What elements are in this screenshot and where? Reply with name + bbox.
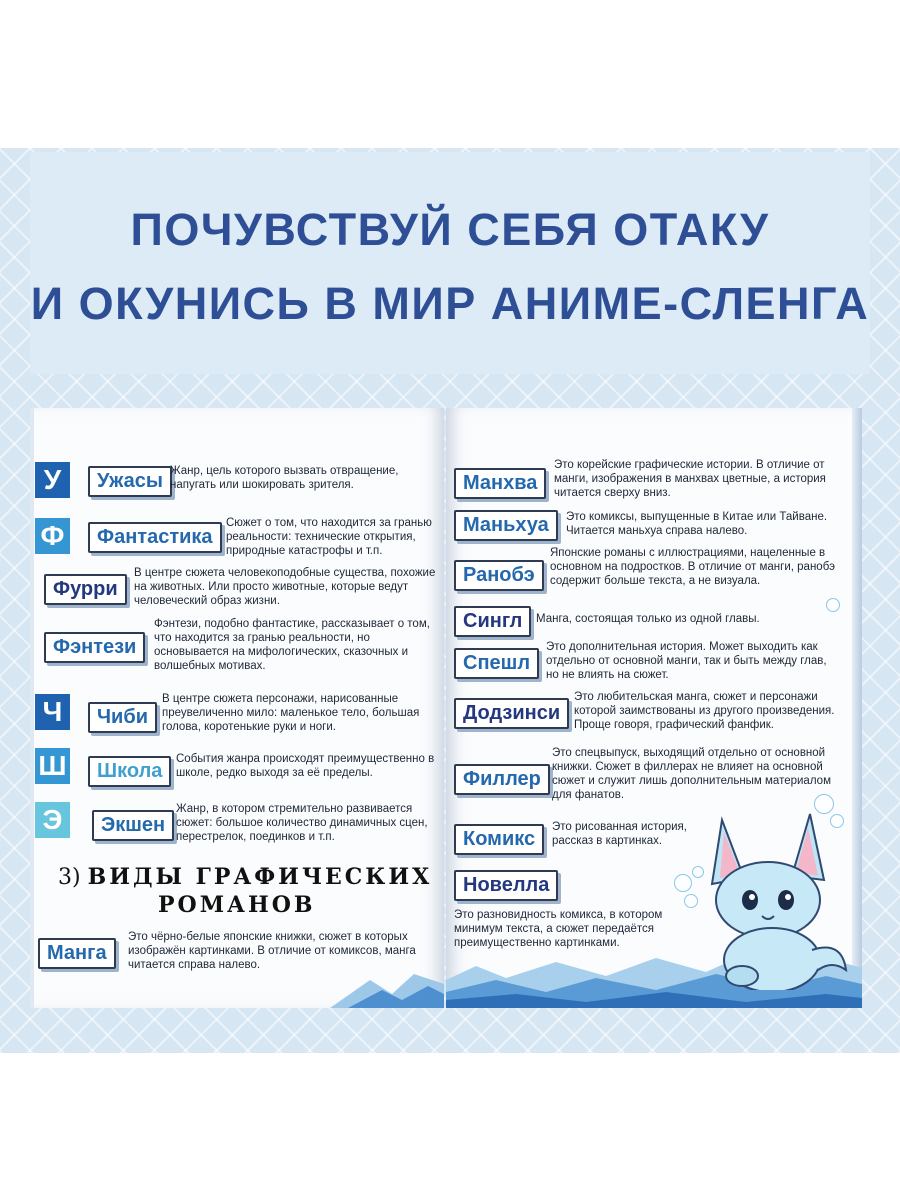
desc-dodzinsi: Это любительская манга, сюжет и персонажи которой заимствованы из другого произведения. Проще говоря, графический фанфик. <box>574 691 835 731</box>
term-manhva: Манхва <box>454 468 546 499</box>
term-shkola: Школа <box>88 756 171 787</box>
letter-block-sh: Ш <box>35 748 70 784</box>
term-ranobe: Ранобэ <box>454 560 544 591</box>
desc-novella: Это разновидность комикса, в котором минимум текста, а сюжет передаётся преимущественно картинками. <box>454 909 663 949</box>
desc-chibi: В центре сюжета персонажи, нарисованные преувеличенно мило: маленькое тело, большая голова, коротенькие руки и ноги. <box>162 693 420 733</box>
letter-block-f: Ф <box>35 518 70 554</box>
desc-manhva: Это корейские графические истории. В отличие от манги, изображения в манхвах цветные, а история читается сверху вниз. <box>554 459 826 499</box>
term-fentezi: Фэнтези <box>44 632 145 663</box>
page-edge <box>30 408 34 1008</box>
term-manhua: Маньхуа <box>454 510 558 541</box>
term-speshl: Спешл <box>454 648 539 679</box>
term-singl: Сингл <box>454 606 531 637</box>
term-komiks: Комикс <box>454 824 544 855</box>
desc-manga: Это чёрно-белые японские книжки, сюжет в которых изображён картинками. В отличие от комиксов, манга читается справа налево. <box>128 931 416 971</box>
term-manga: Манга <box>38 938 116 969</box>
bubble-decoration <box>826 598 840 612</box>
section-number: 3) <box>58 865 81 890</box>
term-uzhasy: Ужасы <box>88 466 172 497</box>
desc-manhua: Это комиксы, выпущенные в Китае или Тайване. Читается маньхуа справа налево. <box>566 511 828 537</box>
section-title-line-1: ВИДЫ ГРАФИЧЕСКИХ <box>87 864 433 890</box>
term-chibi: Чиби <box>88 702 157 733</box>
desc-ranobe: Японские романы с иллюстрациями, нацеленные в основном на подростков. В отличие от манги, ранобэ содержит больше текста, а не визуала. <box>550 547 836 587</box>
term-filler: Филлер <box>454 764 550 795</box>
section-heading <box>58 864 432 890</box>
term-novella: Новелла <box>454 870 558 901</box>
desc-komiks: Это рисованная история, рассказ в картинках. <box>552 821 687 847</box>
title-line-1: ПОЧУВСТВУЙ СЕБЯ ОТАКУ <box>130 204 770 255</box>
wave-illustration-left <box>30 938 444 1008</box>
right-page <box>446 408 862 1008</box>
desc-fantastika: Сюжет о том, что находится за гранью реальности: технические открытия, природные катастрофы и т.п. <box>226 517 432 557</box>
desc-shkola: События жанра происходят преимущественно в школе, редко выходя за её пределы. <box>176 753 435 779</box>
left-page <box>30 408 444 1008</box>
title-banner <box>30 152 870 374</box>
letter-block-u: У <box>35 462 70 498</box>
term-furri: Фурри <box>44 574 127 605</box>
desc-filler: Это спецвыпуск, выходящий отдельно от основной книжки. Сюжет в филлерах не влияет на основной сюжет и служит лишь дополнительным материалом для фанатов. <box>552 747 831 801</box>
term-ekshen: Экшен <box>92 810 174 841</box>
section-title-line-2: РОМАНОВ <box>158 892 316 918</box>
term-dodzinsi: Додзинси <box>454 698 569 729</box>
desc-speshl: Это дополнительная история. Может выходить как отдельно от основной манги, так и быть между глав, но не влиять на сюжет. <box>546 641 827 681</box>
letter-block-ch: Ч <box>35 694 70 730</box>
title-line-2: И ОКУНИСЬ В МИР АНИМЕ-СЛЕНГА <box>30 278 870 329</box>
fox-creature-illustration <box>682 800 852 990</box>
open-book <box>30 408 862 1008</box>
desc-fentezi: Фэнтези, подобно фантастике, рассказывает о том, что находится за гранью реальности, но основывается на мифологических, сказочных и волшебных мотивах. <box>154 618 430 672</box>
desc-singl: Манга, состоящая только из одной главы. <box>536 613 760 625</box>
letter-block-e: Э <box>35 802 70 838</box>
desc-furri: В центре сюжета человекоподобные существа, похожие на животных. Или просто животные, которые ведут человеческий образ жизни. <box>134 567 436 607</box>
desc-uzhasy: Жанр, цель которого вызвать отвращение, напугать или шокировать зрителя. <box>170 465 399 491</box>
desc-ekshen: Жанр, в котором стремительно развивается сюжет: большое количество динамичных сцен, перестрелок, поединков и т.п. <box>176 803 428 843</box>
term-fantastika: Фантастика <box>88 522 222 553</box>
